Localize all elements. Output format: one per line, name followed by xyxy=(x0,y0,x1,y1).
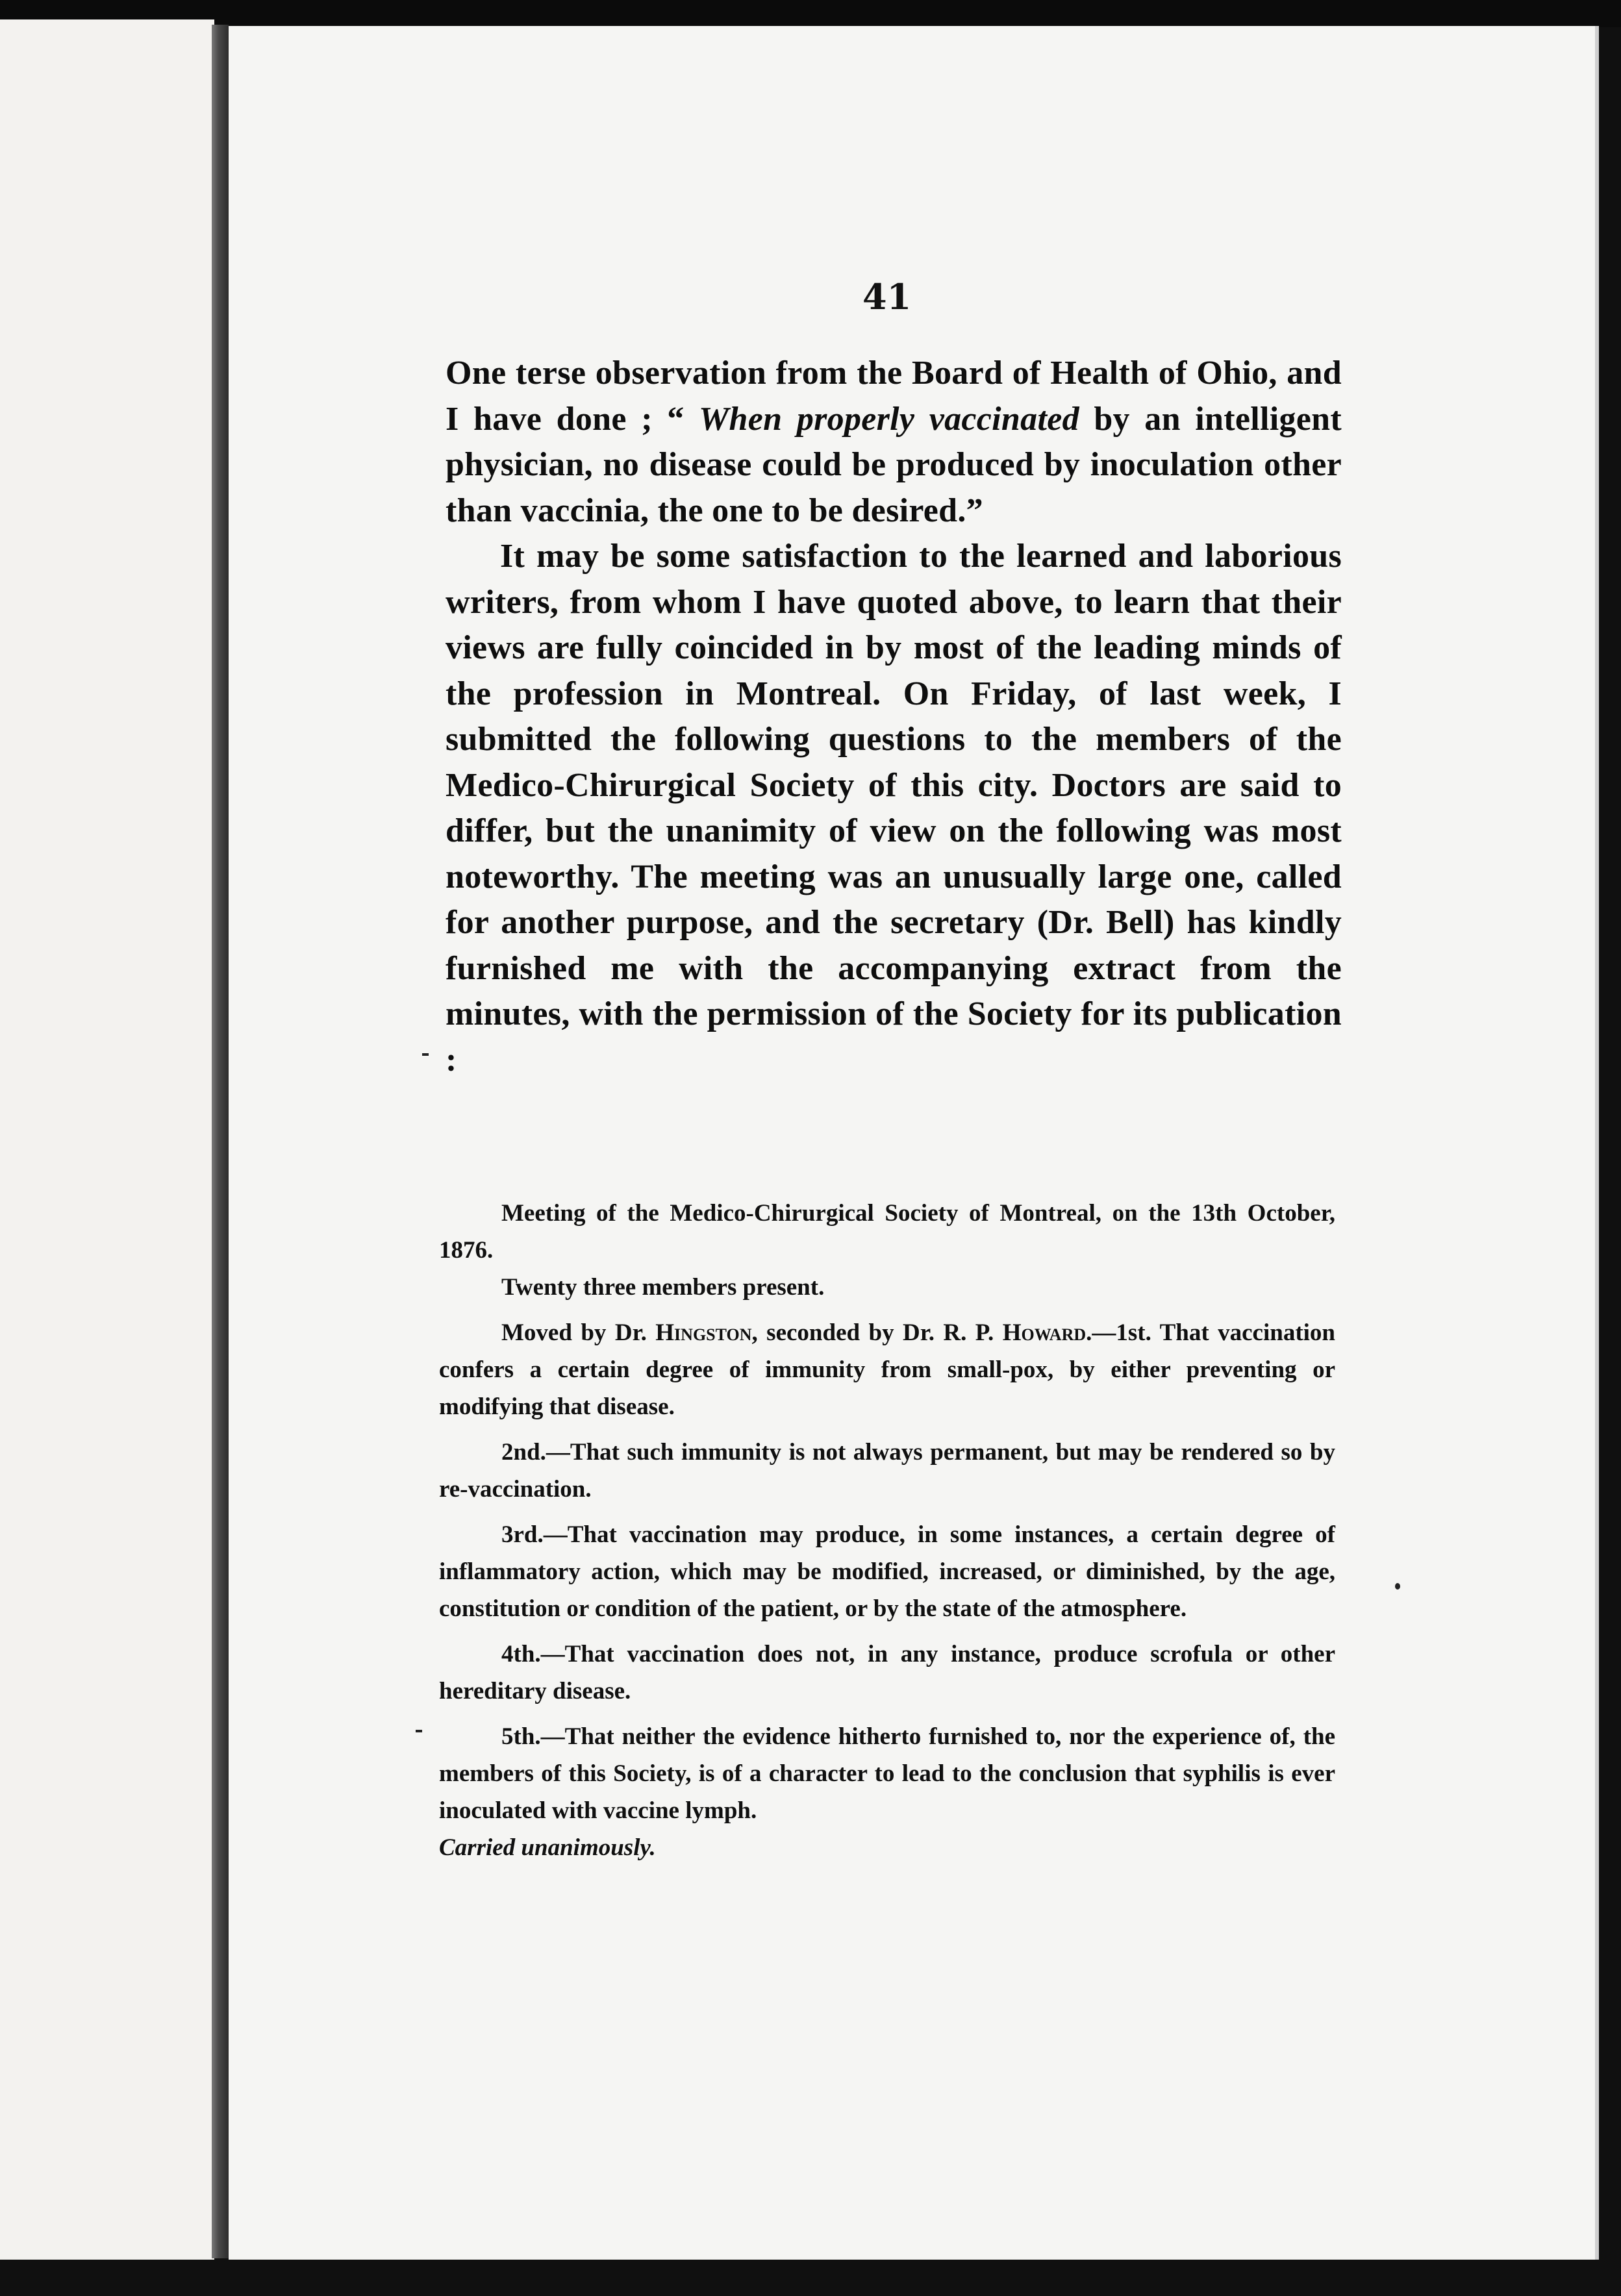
paragraph-ohio-start: One terse observation from the Board of Health of Ohio, and I have done ; “ xyxy=(446,355,1342,438)
paragraph-ohio xyxy=(446,351,1342,534)
scan-mark xyxy=(416,1730,422,1732)
minutes-present: Twenty three members present. xyxy=(501,1274,825,1301)
paragraph-montreal: It may be some satisfaction to the learned and laborious writers, from whom I have quoted above, to learn that their views are fully coincided in by most of the leading minds of the profession in Montreal. On Friday, of last week, I submitted the following questions to the members of the Medico-Chirurgical Society of this city. Doctors are said to differ, but the unanimity of view on the following was most noteworthy. The meeting was an unusually large one, called for another purpose, and the secretary (Dr. Bell) has kindly furnished me with the accompanying extract from the minutes, with the permission of the Society for its publication : xyxy=(446,538,1342,1079)
book-spine xyxy=(212,25,229,2258)
mover-name: Hingston xyxy=(655,1319,752,1346)
resolution-1-moved: Moved by Dr. xyxy=(501,1319,656,1346)
scan-speck xyxy=(1395,1583,1400,1590)
seconder-name: Howard xyxy=(1002,1319,1087,1346)
carried-text: Carried unanimously. xyxy=(439,1834,656,1861)
body-text xyxy=(446,351,1342,1083)
minutes-meeting: Meeting of the Medico-Chirurgical Society of Montreal, on the 13th October, 1876. xyxy=(439,1200,1335,1264)
facing-page-edge xyxy=(0,19,214,2260)
resolution-1-seconded: , seconded by Dr. R. P. xyxy=(751,1319,1003,1346)
resolution-2: 2nd.—That such immunity is not always permanent, but may be rendered so by re-vaccination. xyxy=(439,1439,1335,1503)
carried-note xyxy=(439,1829,1335,1866)
scan-top-border xyxy=(0,0,1621,27)
scan-mark xyxy=(422,1053,429,1056)
paragraph-ohio-end: by an intelligent physician, no disease could be produced by inoculation other than vaccinia, the one to be desired.” xyxy=(446,400,1342,529)
resolution-4: 4th.—That vaccination does not, in any instance, produce scrofula or other hereditary disease. xyxy=(439,1641,1335,1704)
resolution-1 xyxy=(439,1314,1335,1425)
quoted-phrase: When properly vaccinated xyxy=(699,400,1079,438)
page-number: 41 xyxy=(862,276,912,318)
resolution-5: 5th.—That neither the evidence hitherto furnished to, nor the experience of, the members of this Society, is of a character to lead to the conclusion that syphilis is ever inoculated with vaccine lymph. xyxy=(439,1723,1335,1824)
resolution-3: 3rd.—That vaccination may produce, in some instances, a certain degree of inflammatory action, which may be modified, increased, or diminished, by the age, constitution or condition of the patient, or by the state of the atmosphere. xyxy=(439,1521,1335,1622)
minutes-extract xyxy=(439,1195,1335,1875)
resolution-1-text: .—1st. That vaccination confers a certain degree of immunity from small-pox, by either preventing or modifying that disease. xyxy=(439,1319,1335,1420)
